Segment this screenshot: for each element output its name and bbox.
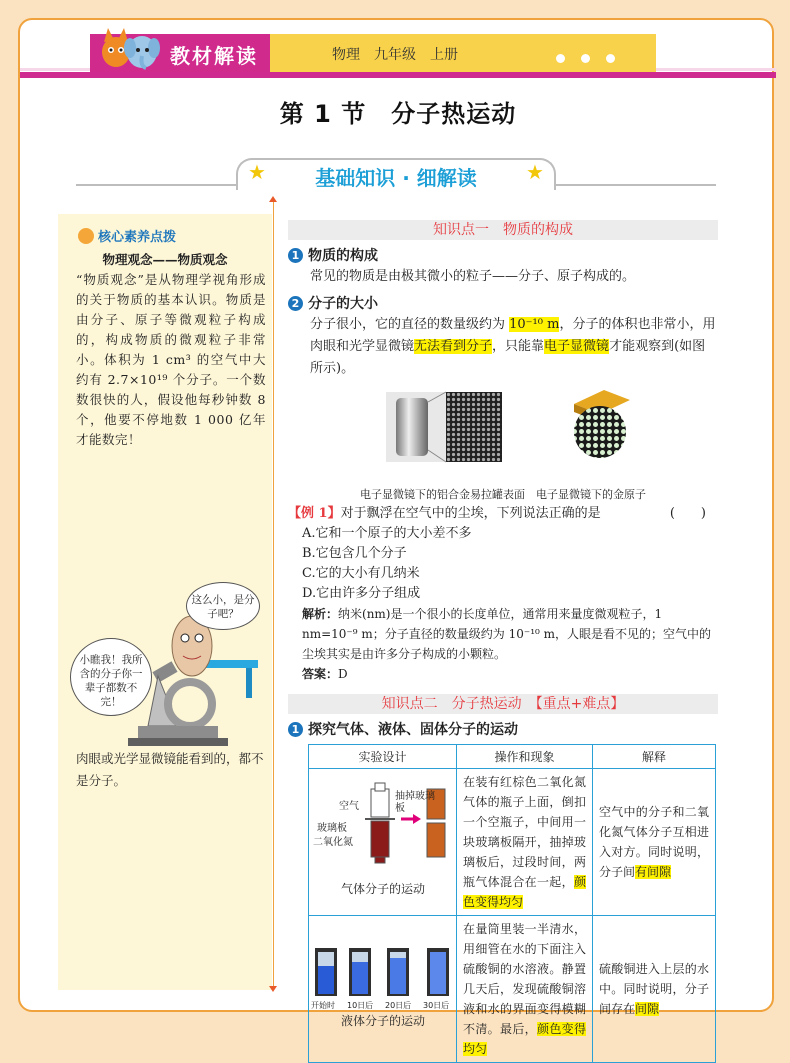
mascot-icon — [78, 228, 94, 244]
section-title: 第 1 节 分子热运动 — [279, 100, 517, 128]
speech-bubble-left: 小瞧我！我所含的分子你一辈子都数不完！ — [70, 638, 152, 716]
aluminum-can-image — [386, 392, 502, 462]
page-frame — [18, 18, 774, 1056]
column-header: 解释 — [593, 745, 716, 769]
liquid-operation-cell: 在量筒里装一半清水，用细管在水的下面注入硫酸铜的水溶液。静置几天后，发现硫酸铜溶液和水的界面变得模糊不清。最后，颜色变得均匀 — [457, 916, 593, 1063]
liquid-experiment-cell — [309, 916, 457, 1063]
option-c: C.它的大小有几纳米 — [302, 566, 420, 581]
header-dots — [556, 48, 631, 67]
book-info: 物理 九年级 上册 — [332, 47, 458, 63]
microscope-images — [288, 386, 718, 486]
label-20days: 20日后 — [385, 1001, 412, 1010]
column-header: 操作和现象 — [457, 745, 593, 769]
label-10days: 10日后 — [347, 1001, 374, 1010]
label-start: 开始时 — [311, 1001, 335, 1010]
star-icon: ★ — [248, 160, 266, 184]
paragraph-molecule-size: 分子很小，它的直径的数量级约为 10⁻¹⁰ m，分子的体积也非常小，用肉眼和光学显微镜无法看到分子，只能靠电子显微镜才能观察到(如图所示)。 — [310, 317, 716, 376]
gas-caption: 气体分子的运动 — [340, 882, 425, 896]
microscope-cartoon — [68, 586, 268, 766]
number-2-icon: 2 — [288, 296, 303, 311]
page-header — [20, 28, 776, 78]
arrow-down-icon — [269, 986, 277, 992]
band-title: 基础知识 · 细解读 — [315, 166, 477, 190]
example-question: 【例 1】对于飘浮在空气中的尘埃，下列说法正确的是 ( ) — [288, 506, 706, 521]
speech-bubble-top: 这么小，是分子吧？ — [186, 582, 260, 630]
knowledge-point-2-bar: 知识点二 分子热运动 【重点+难点】 — [288, 694, 718, 714]
table-row — [309, 769, 716, 916]
example-options — [288, 524, 718, 604]
star-icon: ★ — [526, 160, 544, 184]
number-1-icon: 1 — [288, 248, 303, 263]
example-answer: 答案：D — [302, 667, 348, 681]
gold-atoms-image — [564, 386, 634, 462]
liquid-explanation-cell: 硫酸铜进入上层的水中。同时说明，分子间存在间隙 — [593, 916, 716, 1063]
table-row — [309, 916, 716, 1063]
liquid-diffusion-diagram — [309, 946, 457, 1006]
gas-explanation-cell: 空气中的分子和二氧化氮气体分子互相进入对方。同时说明，分子间有间隙 — [593, 769, 716, 916]
band-header — [76, 154, 716, 190]
heading-matter-structure: 1 物质的构成 — [288, 246, 718, 266]
header-stripe — [20, 72, 776, 78]
experiment-table — [308, 744, 716, 1063]
sidebar-body: “物质观念”是从物理学视角形成的关于物质的基本认识。物质是由分子、原子等微观粒子构成的，构成物质的微观粒子非常小。体积为 1 cm³ 的空气中大约有 2.7×10¹⁹ 个分子。一个数数很快的人，假设他每秒钟数 8 个，他要不停地数 1 000 亿年才能数完！ — [76, 272, 266, 447]
example-analysis: 解析：纳米(nm)是一个很小的长度单位，通常用来量度微观粒子，1 nm=10⁻⁹ m；分子直径的数量级约为 10⁻¹⁰ m，人眼是看不见的；空气中的尘埃其实是由许多分子构成的小颗粒。 — [302, 607, 712, 661]
image-caption: 电子显微镜下的铝合金易拉罐表面 电子显微镜下的金原子 — [360, 488, 646, 501]
label-30days: 30日后 — [423, 1001, 450, 1010]
sidebar — [58, 214, 272, 990]
column-header: 实验设计 — [309, 745, 457, 769]
label-air: 空气 — [339, 801, 359, 812]
knowledge-point-1-bar: 知识点一 物质的构成 — [288, 220, 718, 240]
heading-molecule-size: 2 分子的大小 — [288, 294, 718, 314]
column-divider — [273, 200, 274, 988]
liquid-caption: 液体分子的运动 — [340, 1014, 425, 1028]
paragraph-matter-structure: 常见的物质是由极其微小的粒子——分子、原子构成的。 — [310, 269, 636, 284]
label-remove-glass: 抽掉玻璃板 — [395, 791, 435, 814]
table-header-row — [309, 745, 716, 769]
number-1-icon: 1 — [288, 722, 303, 737]
label-glass: 玻璃板 — [317, 823, 347, 834]
sidebar-heading: 核心素养点拨 — [78, 226, 176, 245]
label-no2: 二氧化氮 — [313, 837, 353, 848]
option-a: A.它和一个原子的大小差不多 — [302, 526, 472, 541]
book-section-title: 教材解读 — [170, 44, 258, 68]
option-d: D.它由许多分子组成 — [302, 586, 421, 601]
option-b: B.它包含几个分子 — [302, 546, 407, 561]
sidebar-footer: 肉眼或光学显微镜能看到的，都不是分子。 — [76, 751, 264, 788]
gas-experiment-cell — [309, 769, 457, 916]
gas-operation-cell: 在装有红棕色二氧化氮气体的瓶子上面，倒扣一个空瓶子，中间用一块玻璃板隔开，抽掉玻璃板后，过段时间，两瓶气体混合在一起，颜色变得均匀 — [457, 769, 593, 916]
heading-molecule-motion: 1 探究气体、液体、固体分子的运动 — [288, 720, 718, 740]
mascot-icon — [96, 28, 162, 72]
arrow-up-icon — [269, 196, 277, 202]
sidebar-subheading: 物理观念——物质观念 — [102, 252, 228, 267]
main-column — [288, 220, 718, 1063]
